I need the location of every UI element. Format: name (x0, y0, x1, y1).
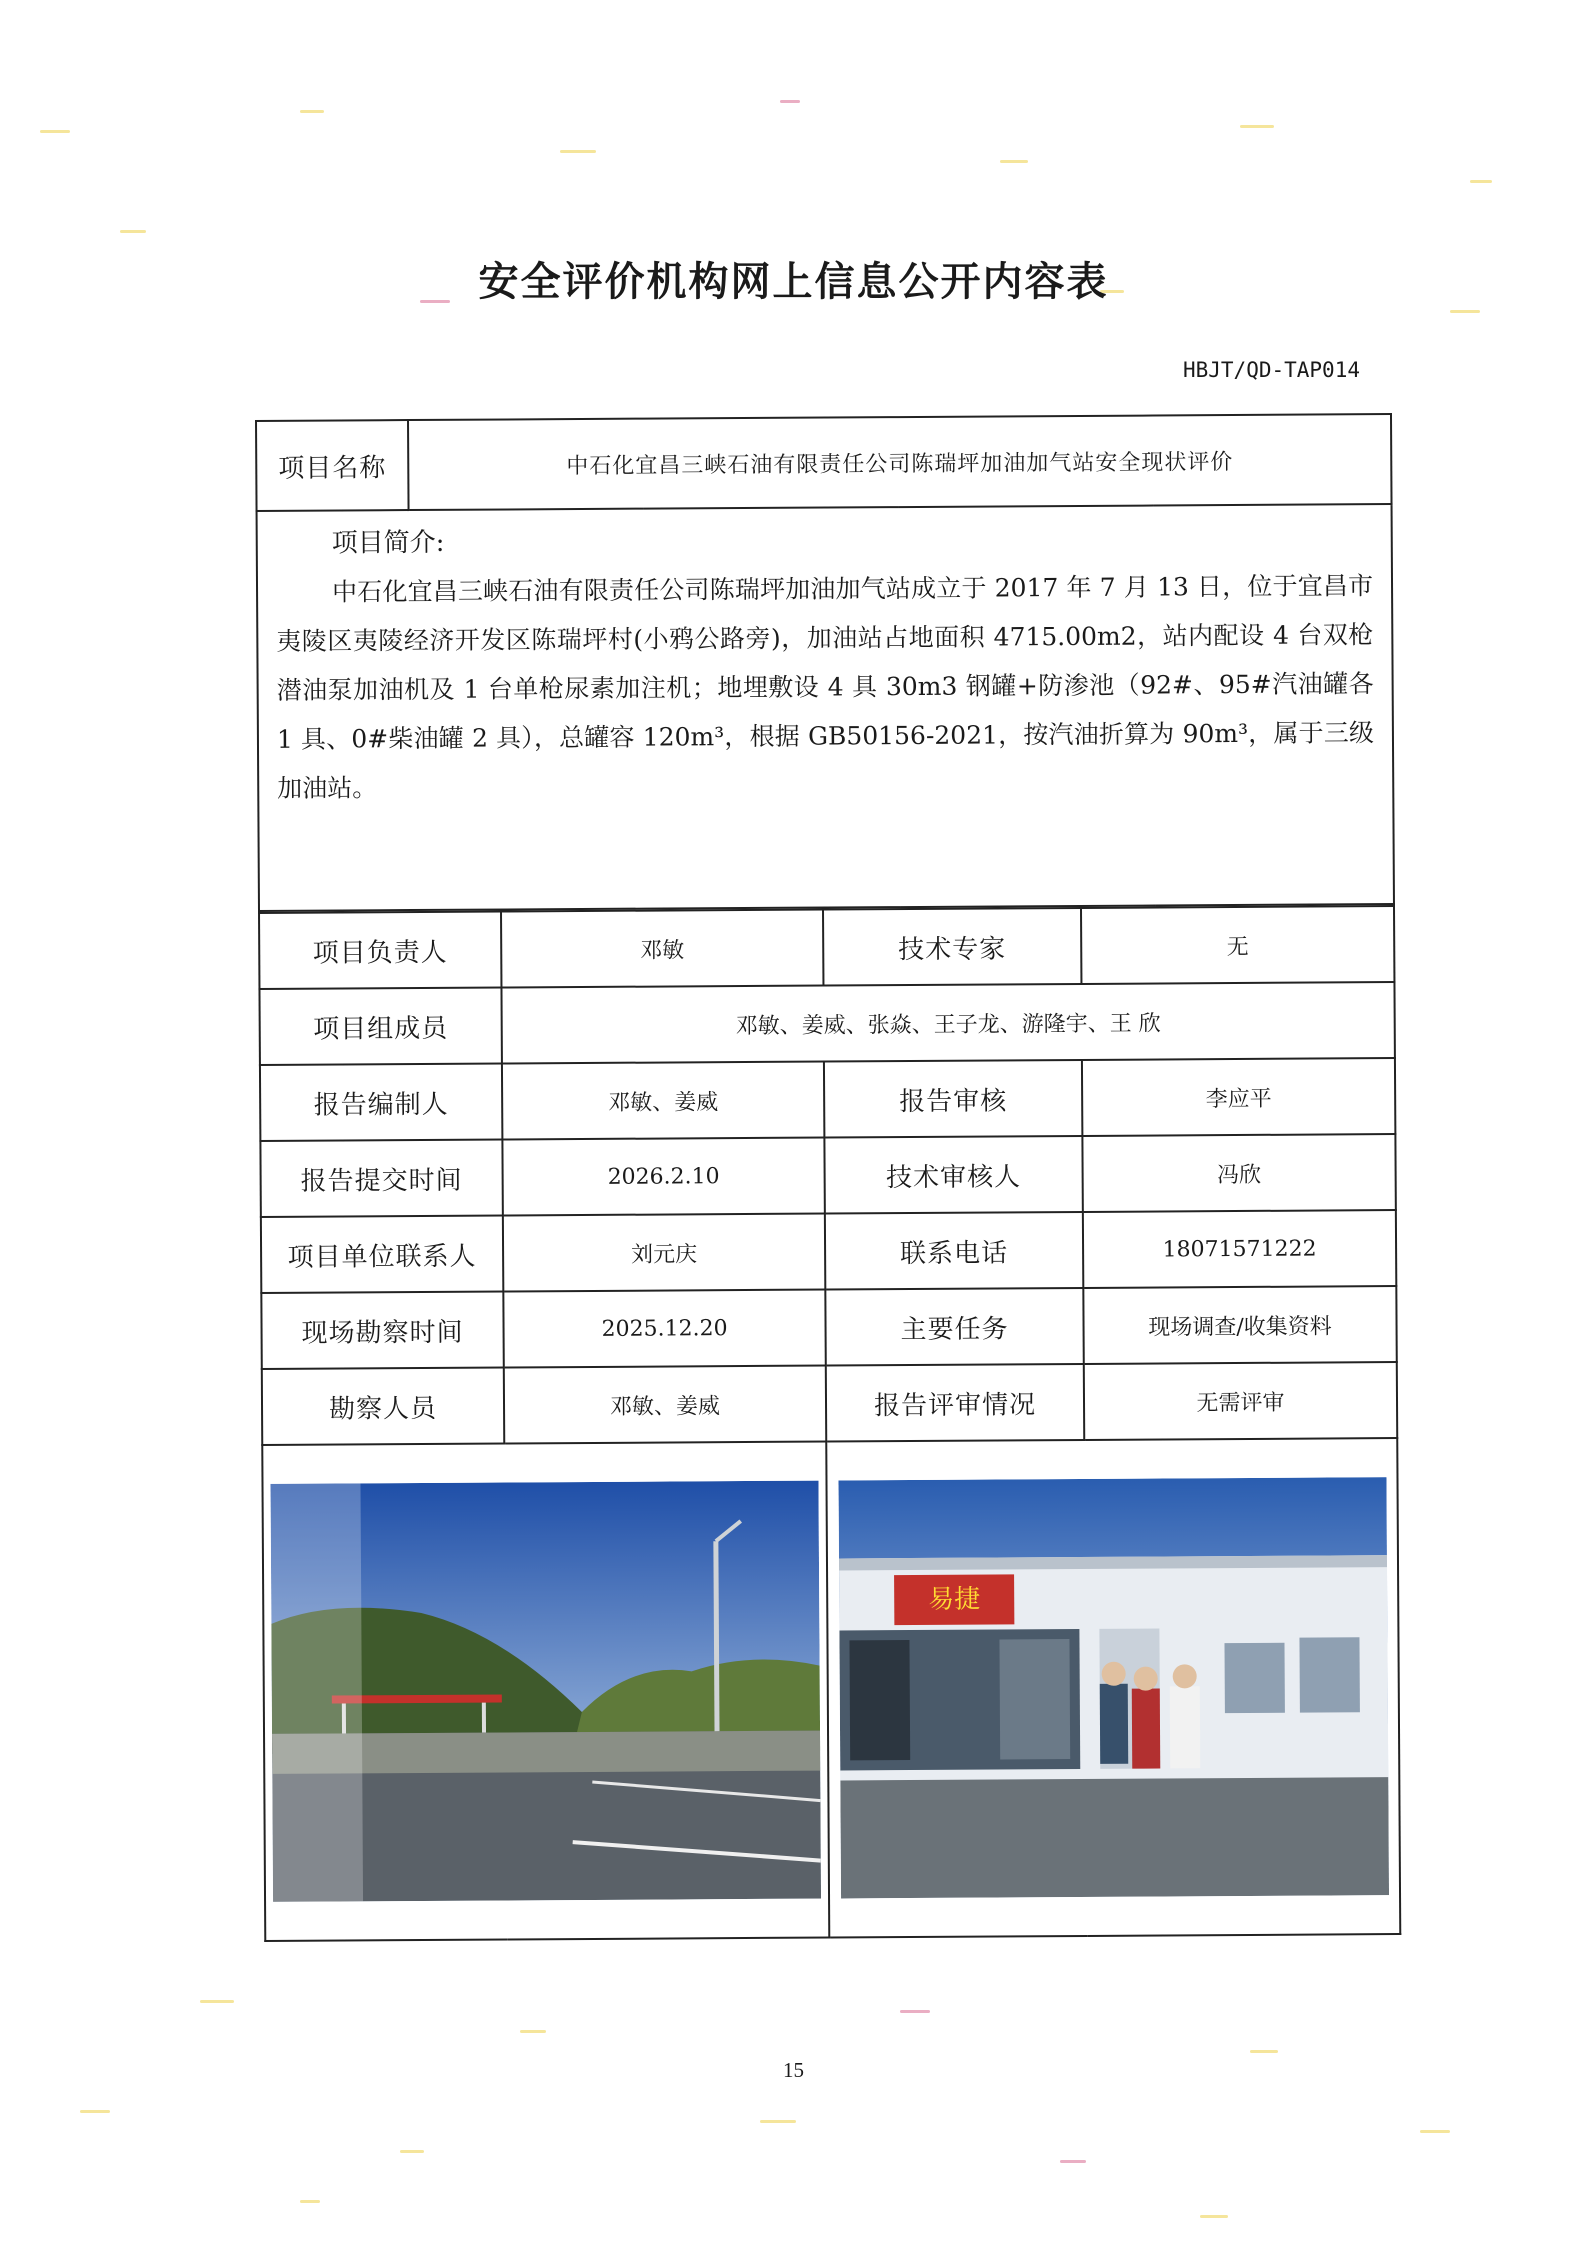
scan-speck (520, 2030, 546, 2033)
project-name-row (256, 414, 1392, 511)
project-intro-cell (257, 504, 1394, 911)
scan-speck (1450, 310, 1480, 313)
project-intro-label: 项目简介: (331, 527, 445, 559)
document-code: HBJT/QD-TAP014 (1182, 358, 1360, 382)
author-value: 邓敏、姜威 (502, 1062, 824, 1140)
scan-speck (1420, 2130, 1450, 2133)
photo-right-cell (826, 1438, 1400, 1937)
scan-speck (900, 2010, 930, 2013)
info-grid (258, 905, 1401, 1942)
info-table (255, 413, 1395, 912)
scan-speck (120, 230, 146, 233)
contact-row (261, 1210, 1396, 1293)
survey-time-value: 2025.12.20 (503, 1290, 825, 1368)
tech-reviewer-label: 技术审核人 (824, 1136, 1082, 1214)
leader-label: 项目负责人 (259, 912, 501, 989)
author-label: 报告编制人 (260, 1064, 502, 1141)
submit-time-value: 2026.2.10 (502, 1138, 824, 1216)
task-label: 主要任务 (825, 1288, 1083, 1366)
photo-row (262, 1438, 1400, 1941)
photo-left-cell (262, 1442, 829, 1941)
page-number: 15 (783, 2058, 804, 2082)
survey-time-label: 现场勘察时间 (261, 1291, 503, 1368)
members-label: 项目组成员 (259, 988, 501, 1065)
scan-speck (400, 2150, 424, 2153)
review-value: 李应平 (1082, 1058, 1395, 1136)
contact-label: 项目单位联系人 (261, 1216, 503, 1293)
task-value: 现场调查/收集资料 (1083, 1286, 1396, 1364)
scan-speck (1470, 180, 1492, 183)
scan-speck (1060, 2160, 1086, 2163)
expert-label: 技术专家 (823, 908, 1081, 986)
author-row (260, 1058, 1395, 1141)
survey-row (261, 1286, 1396, 1369)
project-name-value: 中石化宜昌三峡石油有限责任公司陈瑞坪加油加气站安全现状评价 (408, 414, 1392, 510)
expert-value: 无 (1081, 906, 1394, 984)
surveyor-label: 勘察人员 (262, 1367, 504, 1444)
scan-speck (1200, 2215, 1228, 2218)
station-store-staff-photo (838, 1477, 1389, 1898)
scan-speck (300, 2200, 320, 2203)
project-intro-text: 中石化宜昌三峡石油有限责任公司陈瑞坪加油加气站成立于 2017 年 7 月 13 日，位于宜昌市夷陵区夷陵经济开发区陈瑞坪村(小鸦公路旁)，加油站占地面积 4715.00m2，站内配设 4 台双枪潜油泵加油机及 1 台单枪尿素加注机；地埋敷设 4 具 30m3 钢罐+防渗池（92#、95#汽油罐各 1 具、0#柴油罐 2 具），总罐容 120m³，根据 GB50156-2021，按汽油折算为 90m³，属于三级加油站。 (276, 571, 1375, 803)
scan-speck (80, 2110, 110, 2113)
project-intro-row (257, 504, 1394, 911)
scan-speck (1000, 160, 1028, 163)
document-title: 安全评价机构网上信息公开内容表 (478, 259, 1109, 305)
store-sign-text: 易捷 (927, 1584, 980, 1615)
leader-value: 邓敏 (501, 910, 823, 988)
project-name-label: 项目名称 (256, 420, 409, 511)
scan-speck (760, 2120, 796, 2123)
scan-speck (40, 130, 70, 133)
members-value: 邓敏、姜威、张焱、王子龙、游隆宇、王 欣 (501, 982, 1394, 1063)
surveyor-row (262, 1362, 1397, 1445)
scan-speck (200, 2000, 234, 2003)
scan-speck (780, 100, 800, 103)
contact-value: 刘元庆 (503, 1214, 825, 1292)
scan-speck (300, 110, 324, 113)
submit-row (260, 1134, 1395, 1217)
evaluation-label: 报告评审情况 (826, 1364, 1084, 1442)
phone-label: 联系电话 (825, 1212, 1083, 1290)
tech-reviewer-value: 冯欣 (1082, 1134, 1395, 1212)
surveyor-value: 邓敏、姜威 (504, 1366, 826, 1444)
members-row (259, 982, 1394, 1065)
submit-time-label: 报告提交时间 (260, 1140, 502, 1217)
staff-figures (1099, 1661, 1200, 1769)
evaluation-value: 无需评审 (1084, 1362, 1397, 1440)
scan-speck (1250, 2050, 1278, 2053)
scan-speck (1240, 125, 1274, 128)
phone-value: 18071571222 (1083, 1210, 1396, 1288)
info-form (255, 413, 1399, 1938)
leader-row (259, 906, 1394, 989)
gas-station-exterior-photo (270, 1481, 821, 1902)
review-label: 报告审核 (824, 1060, 1082, 1138)
scan-speck (560, 150, 596, 153)
